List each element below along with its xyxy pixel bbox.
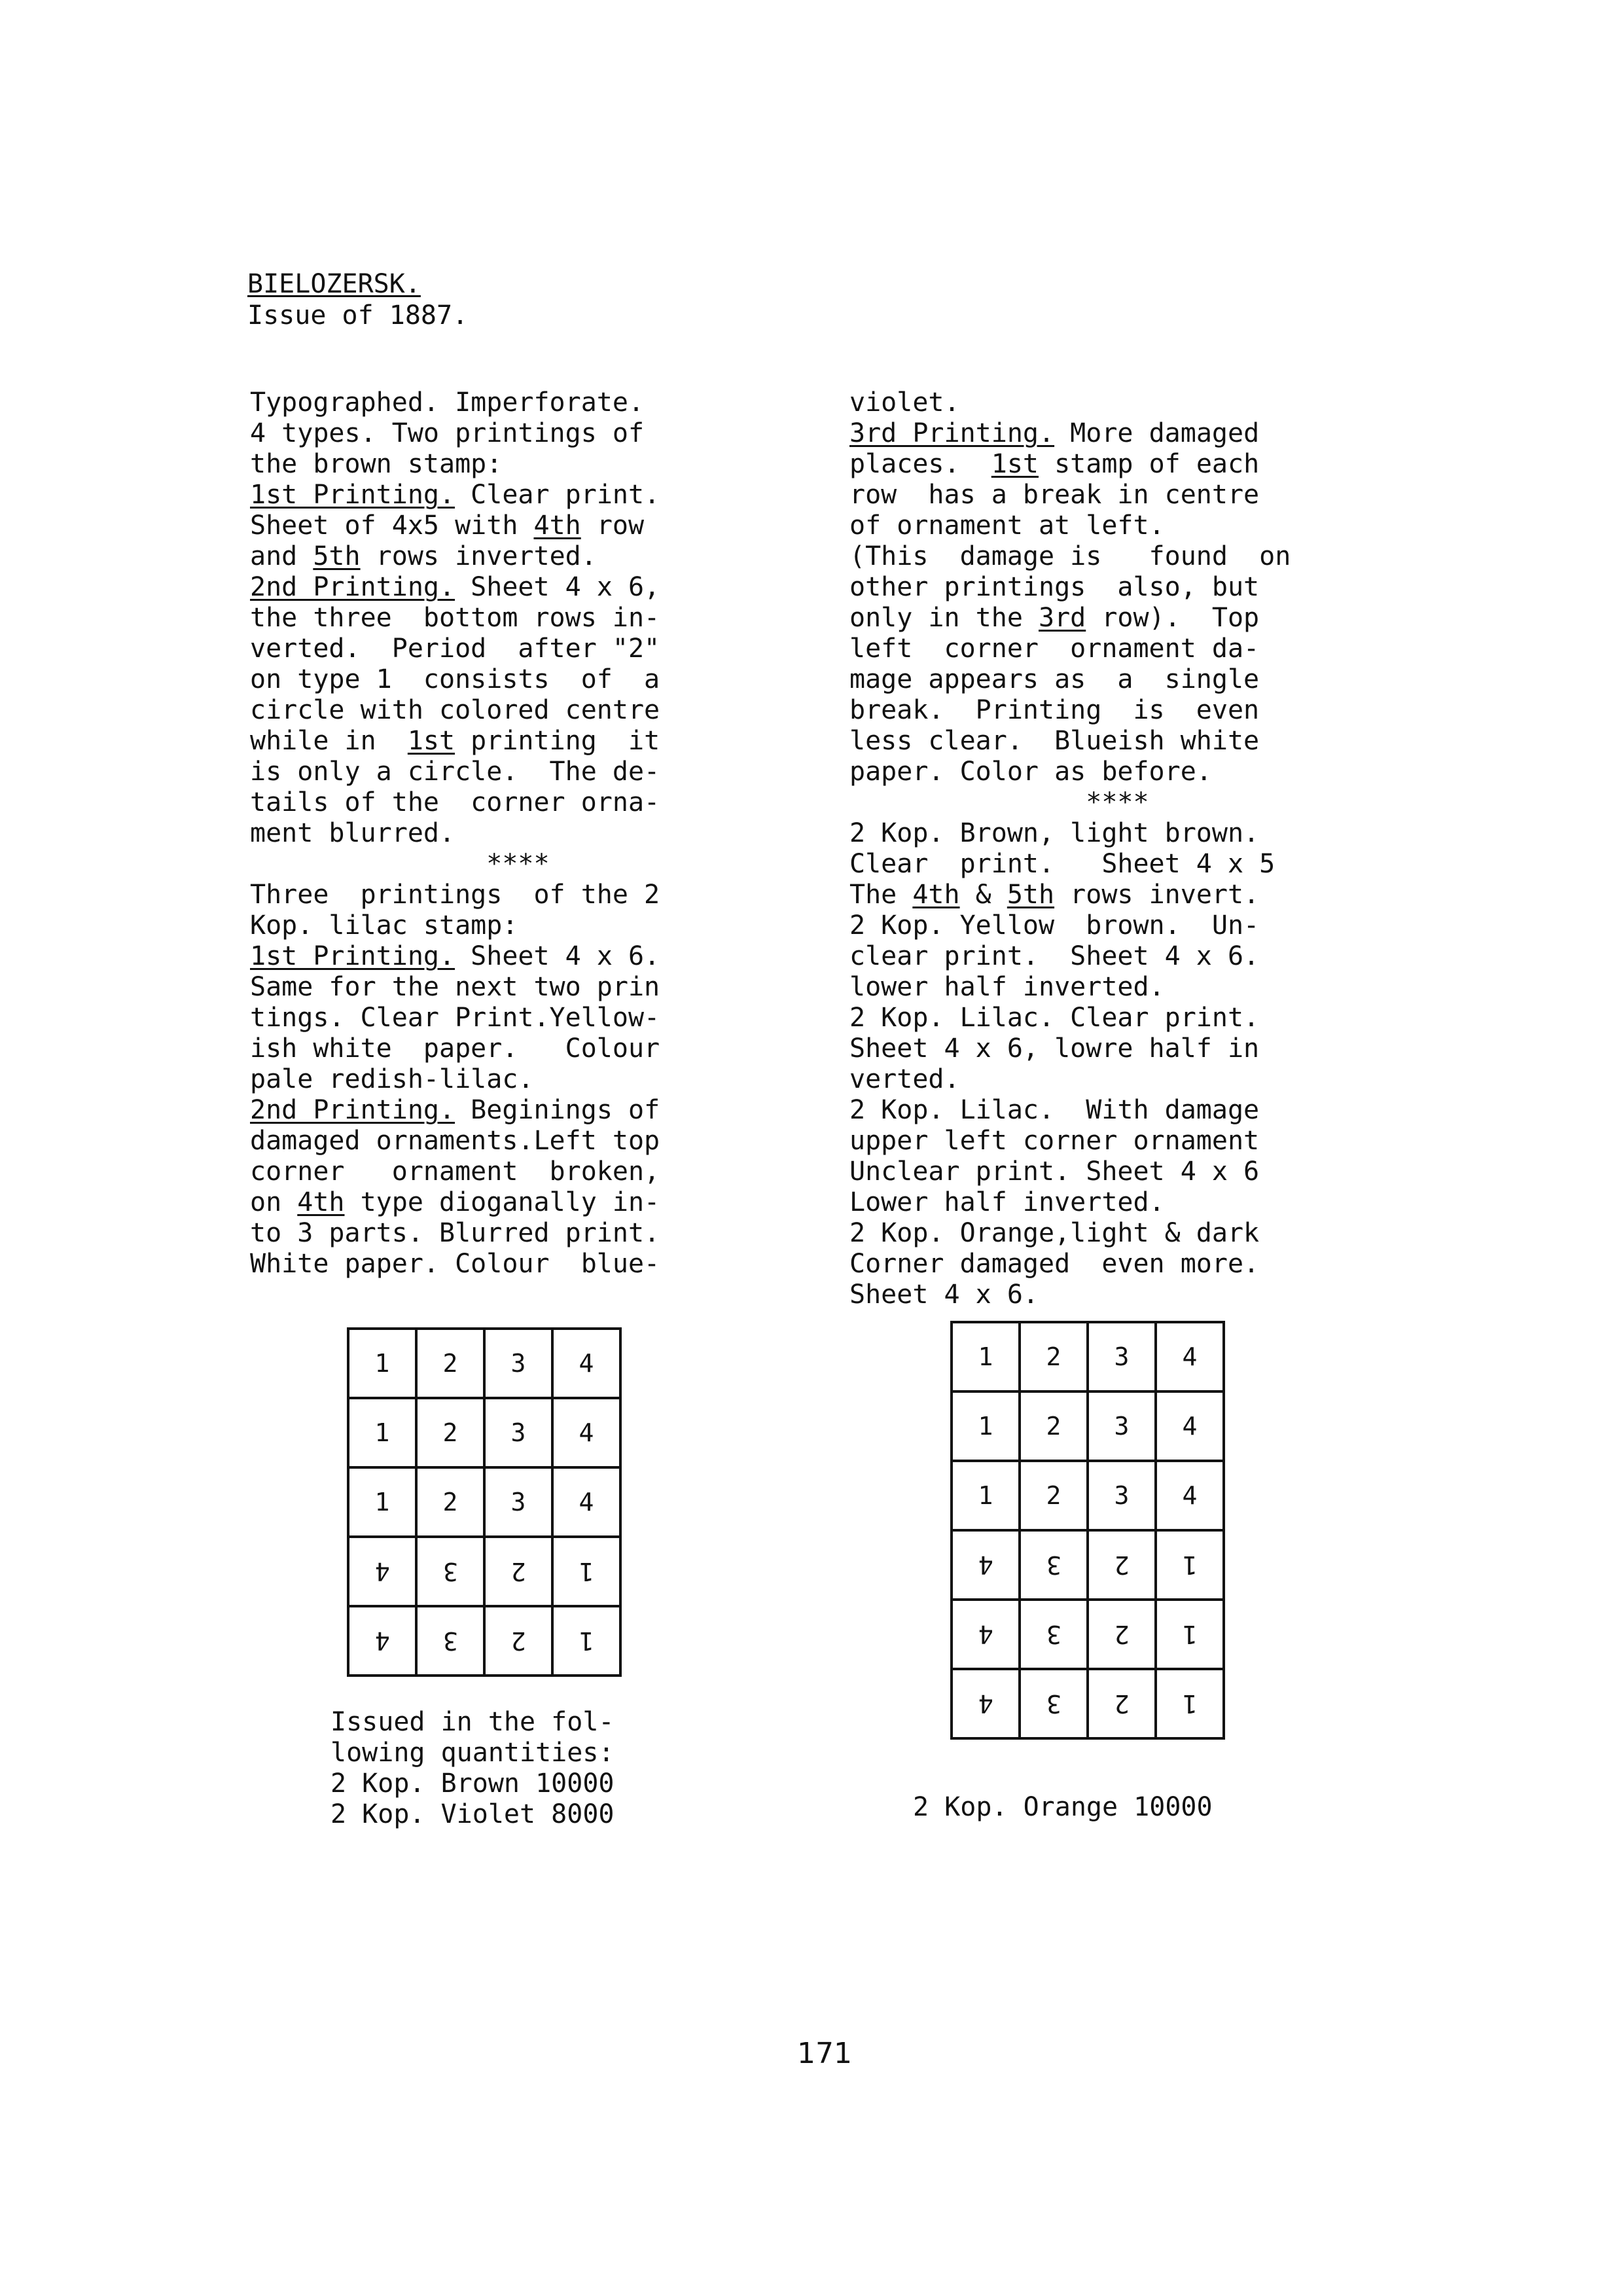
grid-right-type-number: 3: [1046, 1551, 1061, 1579]
grid-right-type-number: 1: [1182, 1620, 1198, 1649]
grid-left-cell: [348, 1606, 416, 1676]
grid-left-type-number: 2: [442, 1349, 458, 1378]
grid-left-cell: [416, 1606, 484, 1676]
grid-right-cell: [1020, 1600, 1088, 1669]
grid-right-type-number: 2: [1046, 1481, 1061, 1510]
grid-right-row: [952, 1669, 1224, 1738]
grid-left-type-number: 2: [510, 1626, 526, 1655]
left-p2-label: 2nd Printing.: [250, 572, 455, 602]
grid-right-cell: [1156, 1530, 1224, 1600]
grid-left-cell: [348, 1398, 416, 1467]
grid-left-type-number: 2: [442, 1488, 458, 1516]
grid-right-row: [952, 1391, 1224, 1461]
grid-right-cell: [952, 1600, 1020, 1669]
grid-left-type-number: 4: [579, 1488, 594, 1516]
right-separator-stars: ****: [1086, 787, 1149, 817]
left-column-text: [250, 387, 660, 1280]
grid-left-row: [348, 1537, 620, 1606]
grid-left-type-number: 4: [579, 1349, 594, 1378]
grid-right-cell: [1020, 1530, 1088, 1600]
grid-right-cell: [1088, 1600, 1156, 1669]
grid-right-type-number: 2: [1114, 1620, 1130, 1649]
grid-left-row: [348, 1329, 620, 1398]
heading-issue: Issue of 1887.: [247, 300, 469, 331]
grid-right-type-number: 2: [1046, 1412, 1061, 1441]
right-p1-text-a: More damaged places.: [849, 418, 1260, 479]
grid-right-type-number: 3: [1046, 1689, 1061, 1718]
grid-right-type-number: 2: [1114, 1689, 1130, 1718]
grid-left-cell: [416, 1329, 484, 1398]
left-p3-text: Sheet 4 x 6. Same for the next two prin tings. Clear Print.Yellow- ish white paper. Colour pale redish-lilac.: [250, 941, 660, 1094]
grid-left-cell: [552, 1467, 620, 1537]
grid-right-cell: [1020, 1461, 1088, 1530]
grid-left-cell: [552, 1537, 620, 1606]
grid-left-cell: [484, 1398, 552, 1467]
grid-right-type-number: 2: [1114, 1551, 1130, 1579]
right-p1-text-c: row). Top left corner ornament da- mage appears as a single break. Printing is even less clear. Blueish white paper. Color as before.: [849, 603, 1260, 787]
grid-left-type-number: 1: [374, 1349, 390, 1378]
grid-right-type-number: 4: [1182, 1481, 1198, 1510]
grid-left-cell: [416, 1398, 484, 1467]
grid-right-type-number: 4: [978, 1620, 993, 1649]
grid-left-type-number: 1: [579, 1557, 594, 1586]
grid-right-type-number: 4: [1182, 1412, 1198, 1441]
grid-left-cell: [552, 1329, 620, 1398]
grid-right-type-number: 4: [978, 1551, 993, 1579]
right-p1-3rd: 3rd: [1038, 603, 1086, 633]
grid-right-cell: [952, 1322, 1020, 1391]
grid-right-cell: [1088, 1322, 1156, 1391]
grid-right-row: [952, 1530, 1224, 1600]
grid-left-type-number: 3: [442, 1557, 458, 1586]
page-number: 171: [797, 2037, 852, 2070]
right-p1-label: 3rd Printing.: [849, 418, 1055, 448]
left-p2-1st: 1st: [407, 726, 455, 756]
grid-left-cell: [484, 1537, 552, 1606]
grid-right-type-number: 1: [1182, 1551, 1198, 1579]
grid-left-type-number: 4: [579, 1418, 594, 1447]
grid-left-type-number: 2: [442, 1418, 458, 1447]
grid-left-cell: [552, 1606, 620, 1676]
grid-right-cell: [952, 1461, 1020, 1530]
grid-right-type-number: 1: [978, 1412, 993, 1441]
left-p1-5th: 5th: [313, 541, 361, 571]
left-p1-text-c: rows inverted.: [360, 541, 597, 571]
right-p1-1st: 1st: [991, 449, 1039, 479]
grid-left-type-number: 1: [374, 1418, 390, 1447]
grid-left-cell: [348, 1467, 416, 1537]
grid-left-type-number: 4: [374, 1626, 390, 1655]
grid-right-type-number: 2: [1046, 1342, 1061, 1371]
heading-block: [247, 268, 468, 331]
grid-right-cell: [1156, 1669, 1224, 1738]
grid-left-row: [348, 1606, 620, 1676]
grid-left-type-number: 1: [579, 1626, 594, 1655]
heading-title: BIELOZERSK.: [247, 269, 421, 299]
grid-left-type-number: 3: [442, 1626, 458, 1655]
grid-left-type-number: 3: [510, 1488, 526, 1516]
grid-right-row: [952, 1461, 1224, 1530]
grid-right-cell: [1088, 1530, 1156, 1600]
grid-right-type-number: 1: [978, 1342, 993, 1371]
grid-left-row: [348, 1398, 620, 1467]
left-p2-text-a: Sheet 4 x 6, the three bottom rows in- verted. Period after "2" on type 1 consists of a circle with colored centre while in: [250, 572, 660, 756]
right-p2-text-b: rows invert. 2 Kop. Yellow brown. Un- clear print. Sheet 4 x 6. lower half inverted. 2 Kop. Lilac. Clear print. Sheet 4 x 6, lowre half in verted. 2 Kop. Lilac. With damage upper left corner ornament Unclear print. Sheet 4 x 6 Lower half inverted. 2 Kop. Orange,light & dark Corner damaged even more. Sheet 4 x 6.: [849, 880, 1260, 1310]
grid-right-cell: [1088, 1391, 1156, 1461]
stamp-sheet-diagram-left: [347, 1327, 622, 1677]
left-p1-label: 1st Printing.: [250, 480, 455, 510]
left-p1-text-a: Clear print. Sheet of 4x5 with: [250, 480, 660, 541]
stamp-sheet-diagram-right: [950, 1321, 1225, 1740]
grid-right-cell: [952, 1669, 1020, 1738]
right-line1: violet.: [849, 387, 960, 418]
left-separator-stars: ****: [486, 849, 550, 879]
right-column-text: [849, 387, 1291, 1310]
grid-left-type-number: 4: [374, 1557, 390, 1586]
left-p1-4th: 4th: [533, 511, 581, 541]
left-p4-text-b: type dioganally in- to 3 parts. Blurred print. White paper. Colour blue-: [250, 1187, 660, 1279]
grid-left-cell: [348, 1537, 416, 1606]
grid-right-row: [952, 1600, 1224, 1669]
grid-right-type-number: 3: [1114, 1481, 1130, 1510]
grid-left-cell: [552, 1398, 620, 1467]
grid-right-cell: [1156, 1461, 1224, 1530]
grid-left-cell: [416, 1537, 484, 1606]
grid-right-row: [952, 1322, 1224, 1391]
grid-right-cell: [1020, 1669, 1088, 1738]
grid-left-type-number: 1: [374, 1488, 390, 1516]
grid-left-cell: [484, 1467, 552, 1537]
grid-left-type-number: 2: [510, 1557, 526, 1586]
right-p2-5th: 5th: [1007, 880, 1055, 910]
right-p2-4th: 4th: [912, 880, 960, 910]
grid-right-type-number: 4: [978, 1689, 993, 1718]
grid-right-cell: [1156, 1600, 1224, 1669]
right-p2-amp: &: [959, 880, 1007, 910]
quantities-right: 2 Kop. Orange 10000: [913, 1792, 1213, 1822]
left-p4-label: 2nd Printing.: [250, 1095, 455, 1125]
grid-right-type-number: 1: [978, 1481, 993, 1510]
grid-right-cell: [1156, 1322, 1224, 1391]
grid-right-type-number: 3: [1046, 1620, 1061, 1649]
left-para1: Typographed. Imperforate. 4 types. Two printings of the brown stamp:: [250, 387, 645, 479]
grid-left-cell: [416, 1467, 484, 1537]
grid-right-type-number: 4: [1182, 1342, 1198, 1371]
left-p4-4th: 4th: [297, 1187, 345, 1217]
left-p2-text-b: printing it is only a circle. The de- tails of the corner orna- ment blurred.: [250, 726, 660, 848]
grid-left-type-number: 3: [510, 1349, 526, 1378]
grid-right-cell: [1088, 1669, 1156, 1738]
left-p3-label: 1st Printing.: [250, 941, 455, 971]
grid-left-cell: [484, 1329, 552, 1398]
right-p2-text-a: 2 Kop. Brown, light brown. Clear print. Sheet 4 x 5 The: [849, 818, 1275, 910]
right-p1-text-b: stamp of each row has a break in centre of ornament at left. (This damage is found on other printings also, but only in the: [849, 449, 1291, 633]
grid-left-cell: [484, 1606, 552, 1676]
left-p1-text-b: row and: [250, 511, 645, 571]
grid-right-cell: [1020, 1391, 1088, 1461]
grid-left-cell: [348, 1329, 416, 1398]
grid-right-cell: [952, 1530, 1020, 1600]
grid-left-row: [348, 1467, 620, 1537]
grid-right-cell: [1156, 1391, 1224, 1461]
grid-right-cell: [1020, 1322, 1088, 1391]
grid-right-cell: [952, 1391, 1020, 1461]
left-para3: Three printings of the 2 Kop. lilac stamp:: [250, 880, 660, 941]
grid-right-type-number: 3: [1114, 1412, 1130, 1441]
grid-right-cell: [1088, 1461, 1156, 1530]
grid-left-type-number: 3: [510, 1418, 526, 1447]
left-p4-text-a: Beginings of damaged ornaments.Left top corner ornament broken, on: [250, 1095, 660, 1217]
grid-right-type-number: 1: [1182, 1689, 1198, 1718]
quantities-left: Issued in the fol- lowing quantities: 2 Kop. Brown 10000 2 Kop. Violet 8000: [330, 1707, 615, 1829]
grid-right-type-number: 3: [1114, 1342, 1130, 1371]
